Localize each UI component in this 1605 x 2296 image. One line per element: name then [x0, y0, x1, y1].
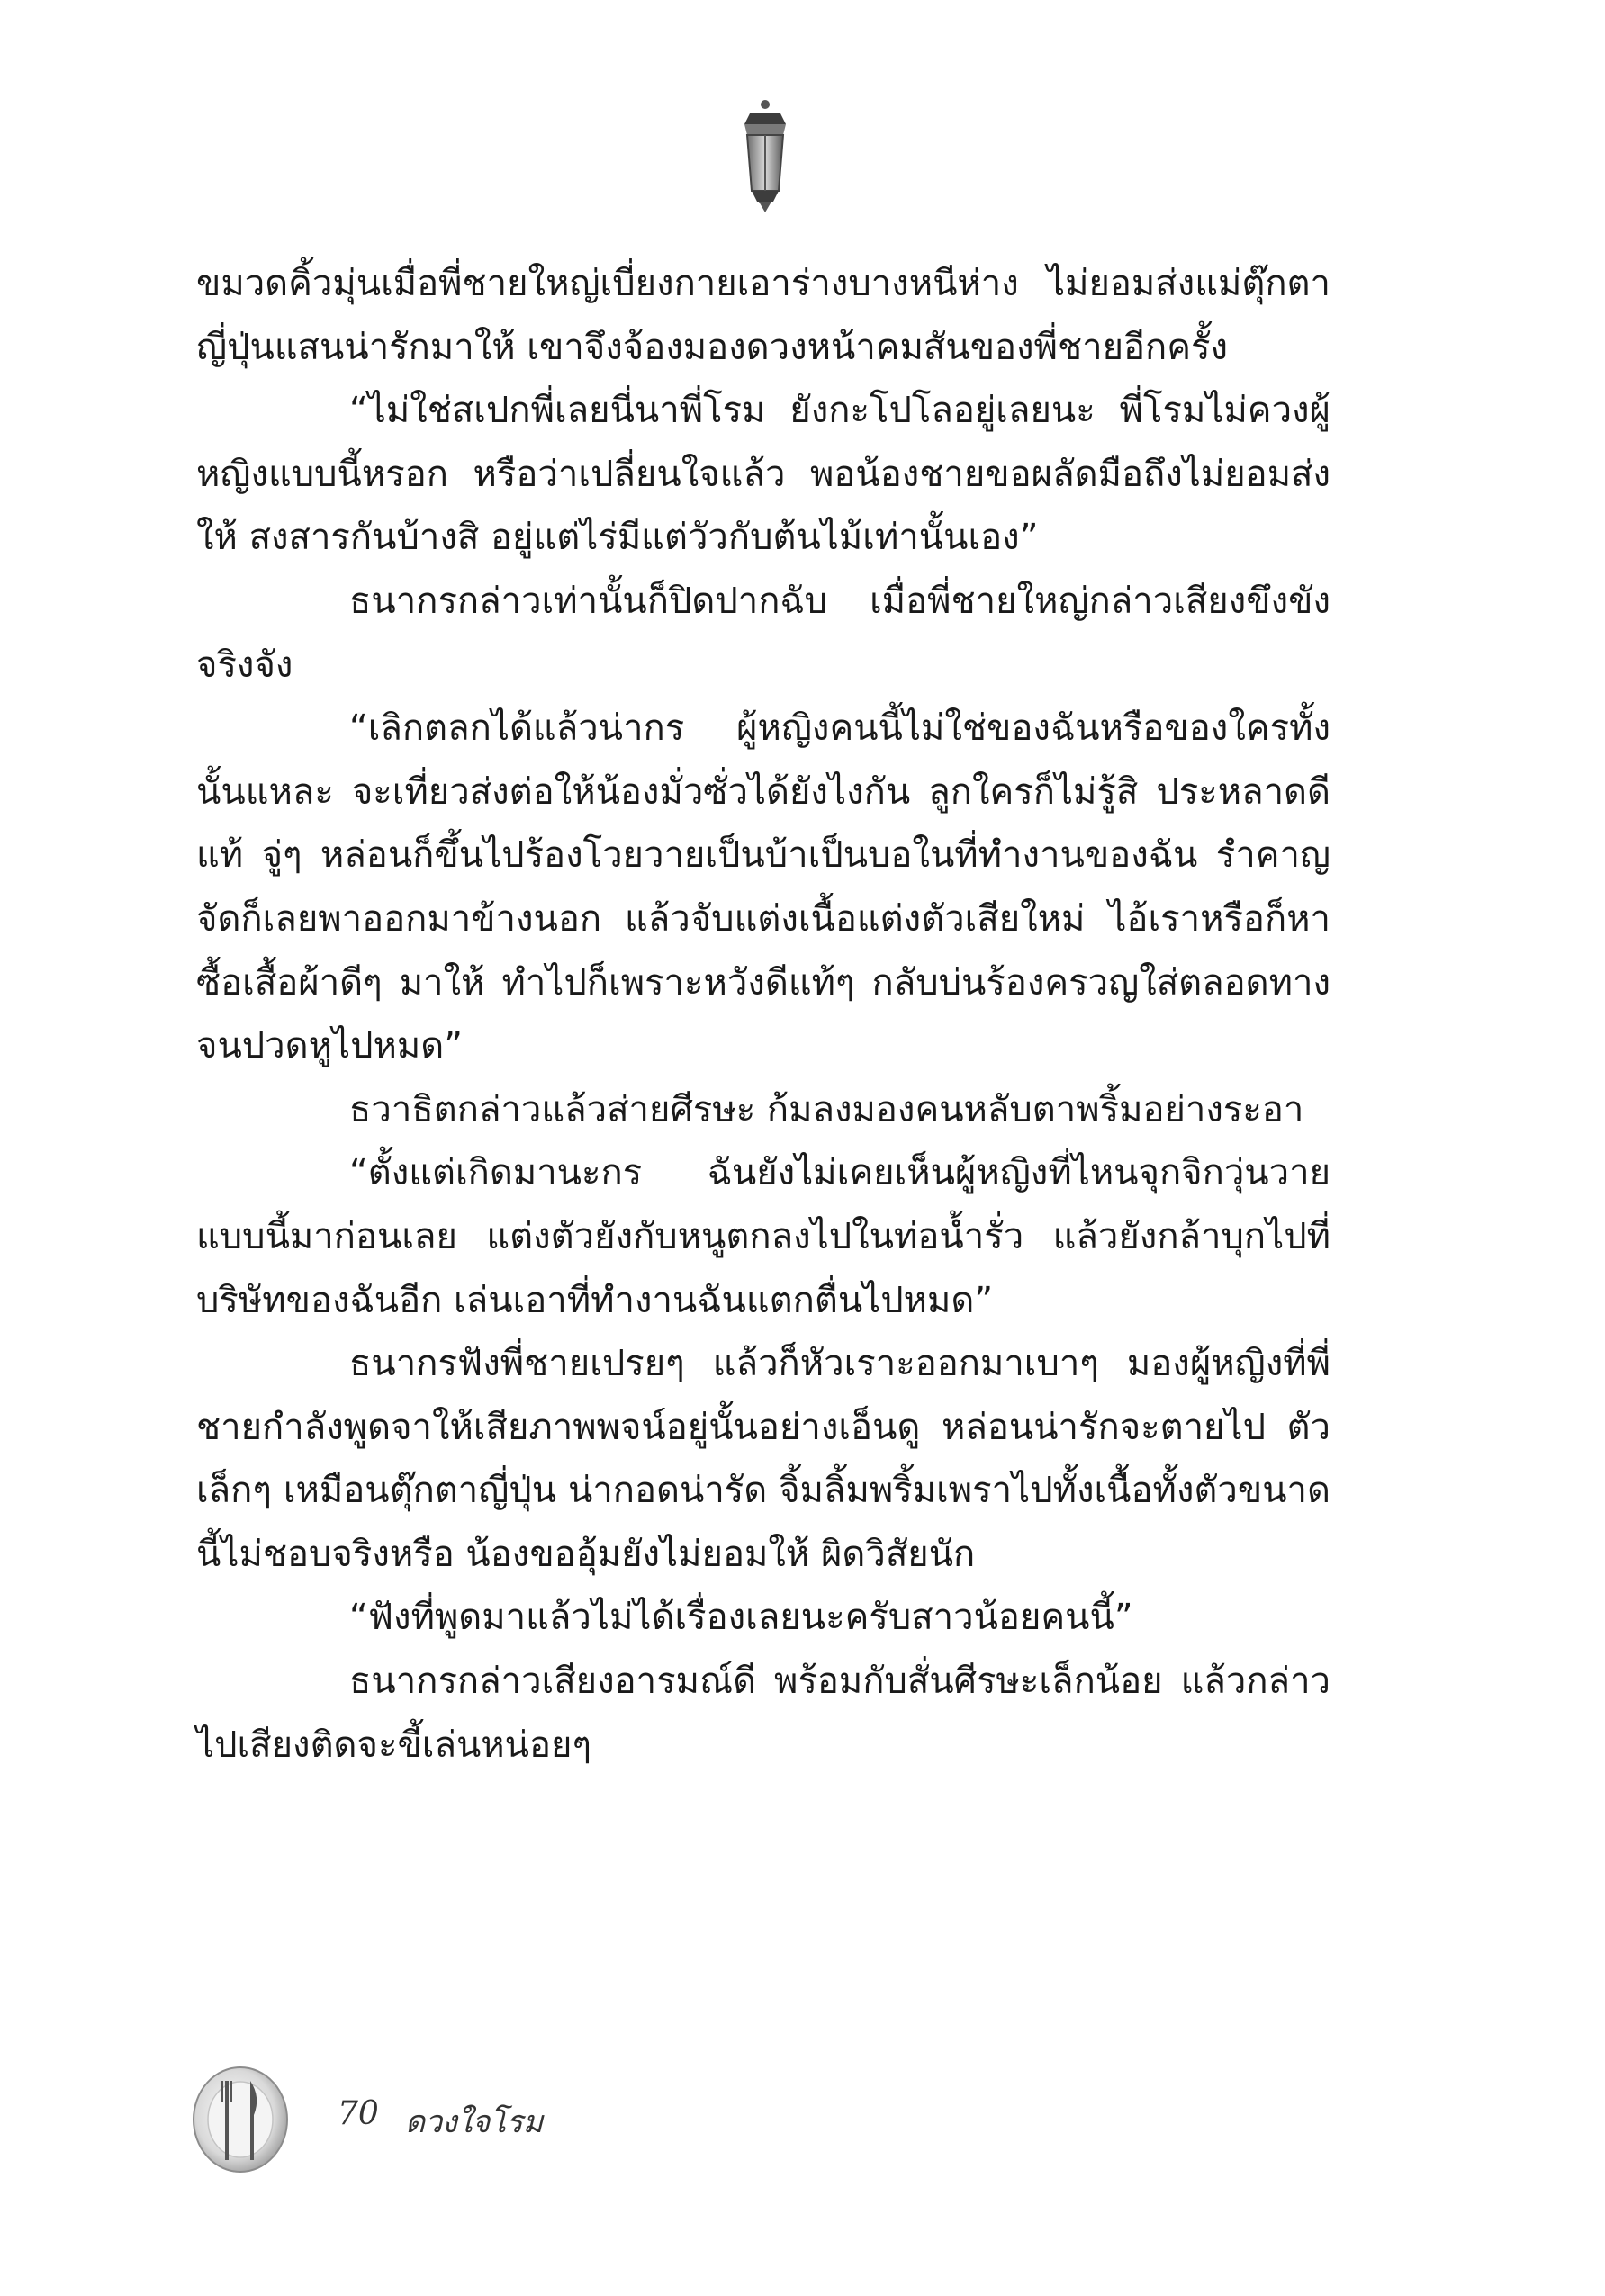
paragraph-6: “ตั้งแต่เกิดมานะกร ฉันยังไม่เคยเห็นผู้หญิงที่ไหนจุกจิกวุ่นวายแบบนี้มาก่อนเลย แต่งตัวยังกับหนูตกลงไปในท่อน้ำรั่ว แล้วยังกล้าบุกไปที่บริษัทของฉันอีก เล่นเอาที่ทำงานฉันแตกตื่นไปหมด” [196, 1152, 1330, 1321]
paragraph-9: ธนากรกล่าวเสียงอารมณ์ดี พร้อมกับสั่นศีรษะเล็กน้อย แล้วกล่าวไปเสียงติดจะขี้เล่นหน่อยๆ [196, 1661, 1330, 1766]
paragraph-4: “เลิกตลกได้แล้วน่ากร ผู้หญิงคนนี้ไม่ใช่ของฉันหรือของใครทั้งนั้นแหละ จะเที่ยวส่งต่อให้น้องมั่วซั่วได้ยังไงกัน ลูกใครก็ไม่รู้สิ ประหลาดดีแท้ จู่ๆ หล่อนก็ขึ้นไปร้องโวยวายเป็นบ้าเป็นบอในที่ทำงานของฉัน รำคาญจัดก็เลยพาออกมาข้างนอก แล้วจับแต่งเนื้อแต่งตัวเสียใหม่ ไอ้เราหรือก็หาซื้อเสื้อผ้าดีๆ มาให้ ทำไปก็เพราะหวังดีแท้ๆ กลับบ่นร้องครวญใส่ตลอดทางจนปวดหูไปหมด” [196, 707, 1330, 1067]
lantern-icon [734, 99, 797, 216]
paragraph-5: ธวาธิตกล่าวแล้วส่ายศีรษะ ก้มลงมองคนหลับตาพริ้มอย่างระอา [349, 1088, 1304, 1130]
paragraph-3: ธนากรกล่าวเท่านั้นก็ปิดปากฉับ เมื่อพี่ชายใหญ่กล่าวเสียงขึงขังจริงจัง [196, 580, 1330, 686]
paragraph-2: “ไม่ใช่สเปกพี่เลยนี่นาพี่โรม ยังกะโปโลอยู่เลยนะ พี่โรมไม่ควงผู้หญิงแบบนี้หรอก หรือว่าเปลี่ยนใจแล้ว พอน้องชายขอผลัดมือถึงไม่ยอมส่งให้ สงสารกันบ้างสิ อยู่แต่ไร่มีแต่วัวกับต้นไม้เท่านั้นเอง” [196, 390, 1330, 559]
page-footer [189, 2061, 729, 2205]
paragraph-8: “ฟังที่พูดมาแล้วไม่ได้เรื่องเลยนะครับสาวน้อยคนนี้” [349, 1597, 1133, 1639]
body-text [196, 252, 1330, 1777]
paragraph-1: ขมวดคิ้วมุ่นเมื่อพี่ชายใหญ่เบี่ยงกายเอาร่างบางหนีห่าง ไม่ยอมส่งแม่ตุ๊กตาญี่ปุ่นแสนน่ารักมาให้ เขาจึงจ้องมองดวงหน้าคมสันของพี่ชายอีกครั้ง [196, 263, 1330, 368]
plate-cutlery-icon [189, 2061, 293, 2178]
paragraph-7: ธนากรฟังพี่ชายเปรยๆ แล้วก็หัวเราะออกมาเบาๆ มองผู้หญิงที่พี่ชายกำลังพูดจาให้เสียภาพพจน์อยู่นั้นอย่างเอ็นดู หล่อนน่ารักจะตายไป ตัวเล็กๆ เหมือนตุ๊กตาญี่ปุ่น น่ากอดน่ารัด จิ้มลิ้มพริ้มเพราไปทั้งเนื้อทั้งตัวขนาดนี้ไม่ชอบจริงหรือ น้องขออุ้มยังไม่ยอมให้ ผิดวิสัยนัก [196, 1343, 1330, 1575]
book-title: ดวงใจโรม [405, 2104, 544, 2140]
page-number: 70 [338, 2095, 379, 2132]
